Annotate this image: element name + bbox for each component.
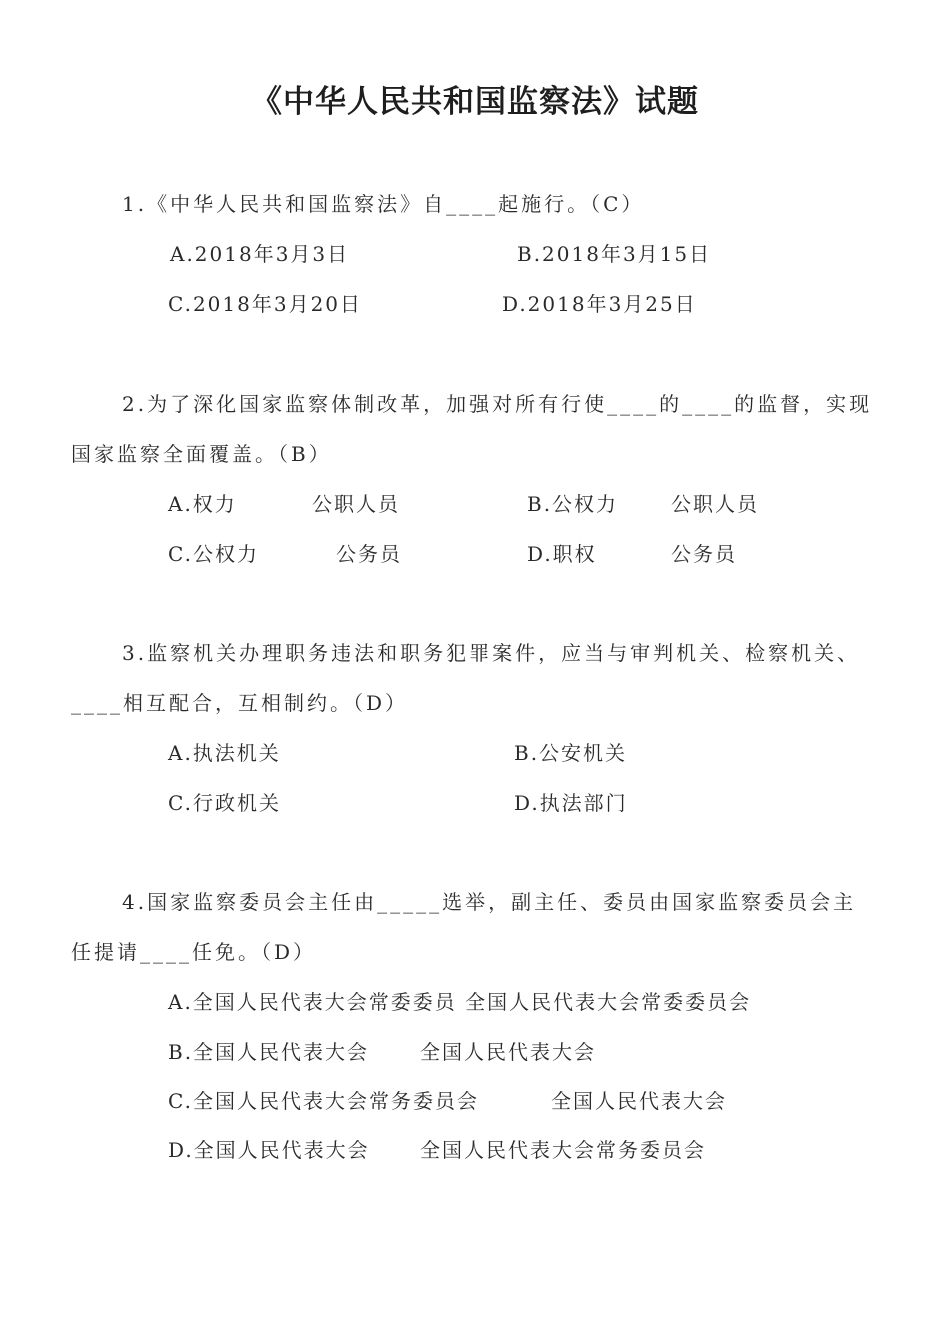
- question-4-option-c: C.全国人民代表大会常务委员会: [168, 1089, 479, 1113]
- question-2-stem-line-1: 2.为了深化国家监察体制改革，加强对所有行使____的____的监督，实现: [122, 392, 873, 416]
- question-4-option-b: B.全国人民代表大会: [168, 1040, 370, 1064]
- question-1-option-c: C.2018年3月20日: [168, 292, 363, 316]
- question-3-option-c: C.行政机关: [168, 791, 281, 815]
- question-4-stem-line-1: 4.国家监察委员会主任由_____选举，副主任、委员由国家监察委员会主: [122, 890, 857, 914]
- question-3-option-a: A.执法机关: [168, 741, 281, 765]
- question-1-option-a: A.2018年3月3日: [170, 242, 350, 266]
- page-title: 《中华人民共和国监察法》试题: [251, 84, 699, 120]
- question-3-stem-line-1: 3.监察机关办理职务违法和职务犯罪案件，应当与审判机关、检察机关、: [122, 641, 861, 665]
- question-4-option-d: D.全国人民代表大会: [168, 1138, 370, 1162]
- question-3-option-d: D.执法部门: [514, 791, 628, 815]
- question-4-option-b-value: 全国人民代表大会: [420, 1040, 596, 1064]
- question-4-option-a: A.全国人民代表大会常委委员 全国人民代表大会常委委员会: [168, 990, 752, 1014]
- question-2-option-a-value: 公职人员: [312, 492, 400, 516]
- question-2-option-c: C.公权力: [168, 542, 259, 566]
- question-2-option-d-value: 公务员: [671, 542, 737, 566]
- question-2-stem-line-2: 国家监察全面覆盖。（B）: [71, 442, 332, 466]
- question-3-stem-line-2: ____相互配合，互相制约。（D）: [71, 691, 409, 715]
- question-2-option-b: B.公权力: [527, 492, 619, 516]
- question-4-option-d-value: 全国人民代表大会常务委员会: [420, 1138, 706, 1162]
- question-1-option-d: D.2018年3月25日: [502, 292, 697, 316]
- question-3-option-b: B.公安机关: [514, 741, 628, 765]
- question-2-option-c-value: 公务员: [336, 542, 402, 566]
- question-1-stem: 1.《中华人民共和国监察法》自____起施行。（C）: [122, 192, 645, 216]
- question-2-option-b-value: 公职人员: [671, 492, 759, 516]
- question-1-option-b: B.2018年3月15日: [517, 242, 712, 266]
- question-4-stem-line-2: 任提请____任免。（D）: [71, 940, 317, 964]
- question-2-option-d: D.职权: [527, 542, 597, 566]
- question-2-option-a: A.权力: [168, 492, 237, 516]
- question-4-option-c-value: 全国人民代表大会: [551, 1089, 727, 1113]
